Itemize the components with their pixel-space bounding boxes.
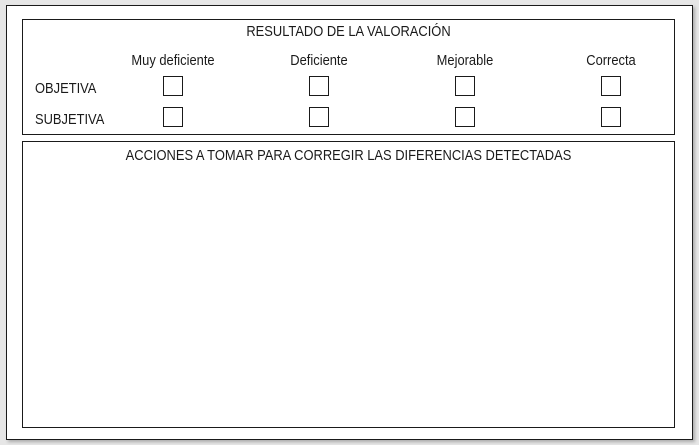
- form-sheet: [6, 5, 693, 440]
- column-label-deficiente: Deficiente: [290, 52, 348, 69]
- result-section: [22, 19, 675, 135]
- checkbox-objetiva-muy-deficiente[interactable]: [163, 76, 183, 96]
- actions-section-title: ACCIONES A TOMAR PARA CORREGIR LAS DIFERENCIAS DETECTADAS: [125, 147, 572, 164]
- row-label-subjetiva: SUBJETIVA: [35, 111, 105, 128]
- checkbox-objetiva-deficiente[interactable]: [309, 76, 329, 96]
- row-label-objetiva: OBJETIVA: [35, 80, 97, 97]
- checkbox-subjetiva-muy-deficiente[interactable]: [163, 107, 183, 127]
- checkbox-subjetiva-mejorable[interactable]: [455, 107, 475, 127]
- column-label-muy-deficiente: Muy deficiente: [131, 52, 215, 69]
- actions-text-area[interactable]: [31, 170, 666, 419]
- checkbox-subjetiva-deficiente[interactable]: [309, 107, 329, 127]
- checkbox-objetiva-mejorable[interactable]: [455, 76, 475, 96]
- checkbox-objetiva-correcta[interactable]: [601, 76, 621, 96]
- column-label-correcta: Correcta: [586, 52, 636, 69]
- checkbox-subjetiva-correcta[interactable]: [601, 107, 621, 127]
- column-label-mejorable: Mejorable: [436, 52, 494, 69]
- actions-section[interactable]: [22, 141, 675, 428]
- result-section-title: RESULTADO DE LA VALORACIÓN: [246, 23, 451, 40]
